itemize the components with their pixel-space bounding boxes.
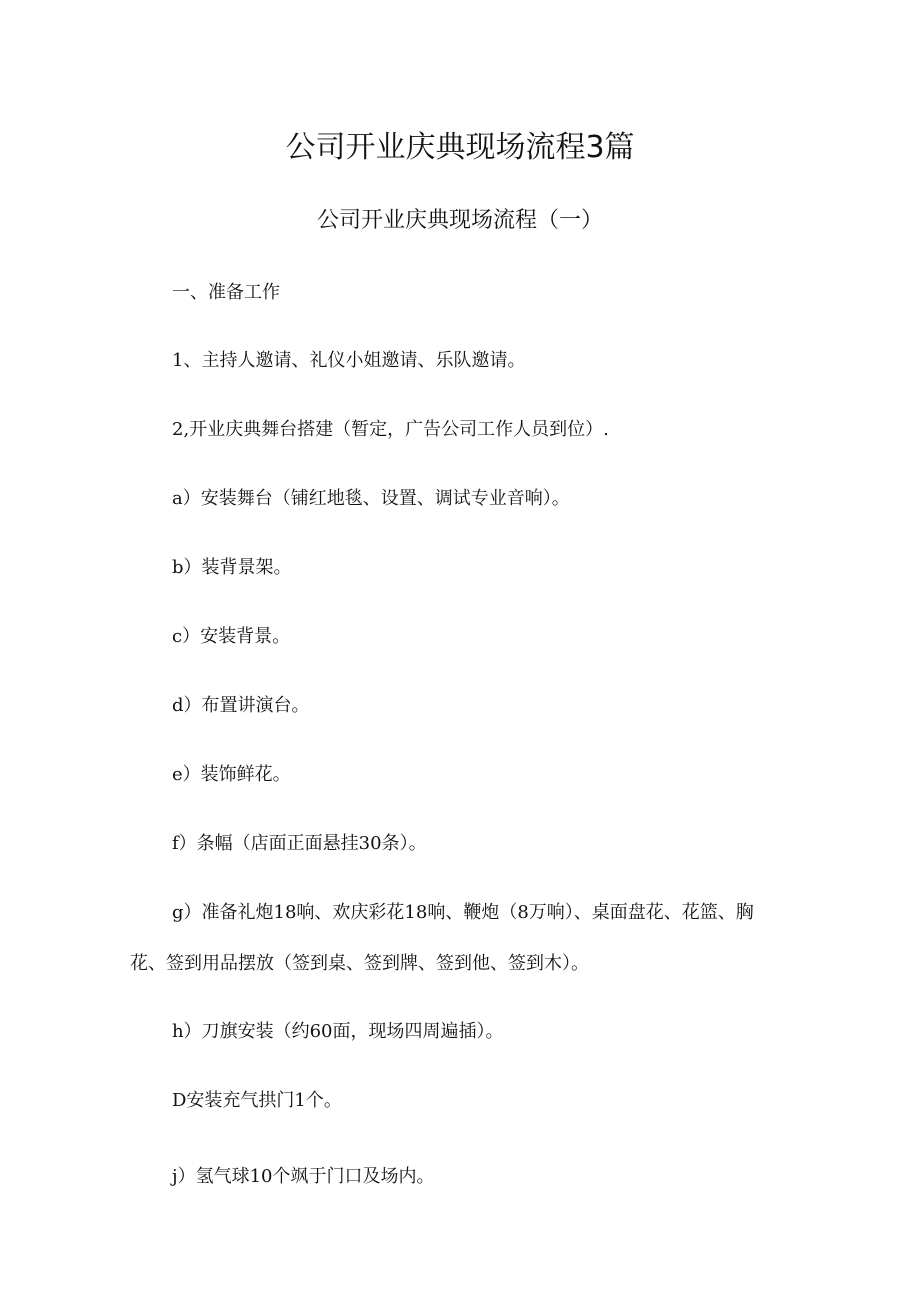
paragraph-item-c: c）安装背景。 — [172, 626, 291, 647]
paragraph-item-2: 2,开业庆典舞台搭建（暂定，广告公司工作人员到位）. — [172, 419, 609, 440]
paragraph-item-f: f）条幅（店面正面悬挂30条）。 — [172, 833, 427, 854]
paragraph-item-a: a）安装舞台（铺红地毯、设置、调试专业音响）。 — [172, 488, 570, 509]
paragraph-item-e: e）装饰鲜花。 — [172, 764, 291, 785]
paragraph-item-i: D安装充气拱门1个。 — [172, 1090, 342, 1111]
paragraph-item-g-line2: 花、签到用品摆放（签到桌、签到牌、签到他、签到木）。 — [130, 953, 589, 974]
paragraph-item-j: j）氢气球10个飒于门口及场内。 — [172, 1166, 435, 1187]
paragraph-item-b: b）装背景架。 — [172, 557, 292, 578]
paragraph-item-d: d）布置讲演台。 — [172, 695, 310, 716]
paragraph-item-1: 1、主持人邀请、礼仪小姐邀请、乐队邀请。 — [172, 350, 526, 371]
paragraph-item-h: h）刀旗安装（约60面，现场四周遍插）。 — [172, 1021, 504, 1042]
document-title: 公司开业庆典现场流程3篇 — [285, 130, 635, 165]
paragraph-item-g-line1: g）准备礼炮18响、欢庆彩花18响、鞭炮（8万响）、桌面盘花、花篮、胸 — [172, 902, 754, 923]
section-title: 公司开业庆典现场流程（一） — [316, 208, 603, 233]
paragraph-preparation-heading: 一、准备工作 — [172, 282, 280, 303]
